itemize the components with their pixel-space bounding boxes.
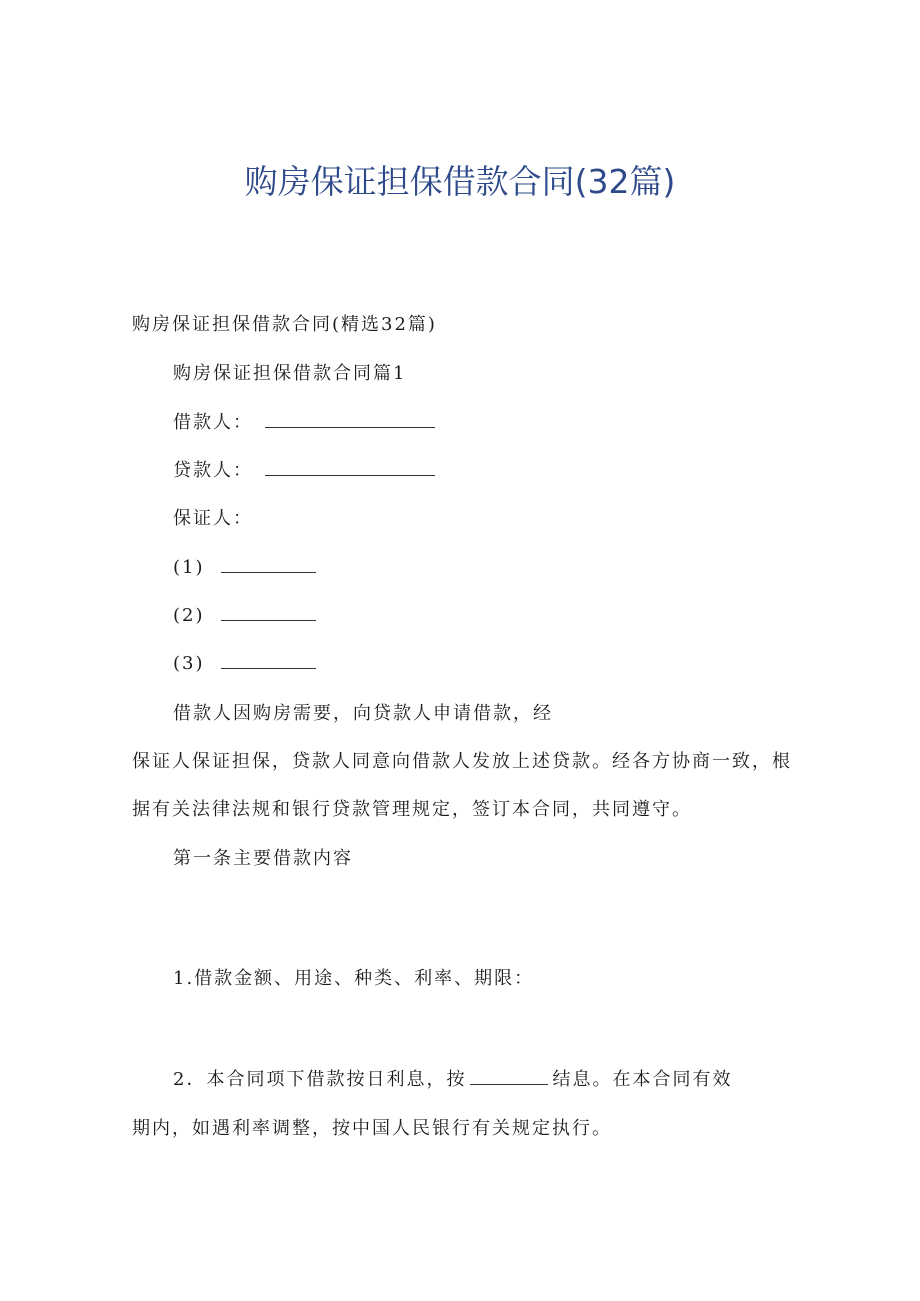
lender-blank [265,457,435,476]
paragraph1-line2: 保证人保证担保，贷款人同意向借款人发放上述贷款。经各方协商一致，根 [132,751,792,772]
paragraph1-line3: 据有关法律法规和银行贷款管理规定，签订本合同，共同遵守。 [132,799,692,820]
lender-label: 贷款人： [173,460,253,481]
item2-line2: 期内，如遇利率调整，按中国人民银行有关规定执行。 [132,1118,612,1139]
guarantor-blank [221,602,316,621]
guarantor-label: 保证人： [173,508,253,529]
guarantor-number: (1) [173,557,205,578]
borrower-blank [265,409,435,428]
item2-line1 [173,1066,732,1094]
guarantor-number: (2) [173,605,205,626]
paragraph1-line1: 借款人因购房需要，向贷款人申请借款，经 [173,703,553,724]
borrower-row [173,409,435,437]
lender-row [173,457,435,485]
guarantor-row-2 [173,602,316,630]
interest-method-blank [470,1066,548,1085]
document-title: 购房保证担保借款合同(32篇) [244,162,676,201]
guarantor-blank [221,554,316,573]
item2-suffix: 结息。在本合同有效 [552,1069,733,1090]
section-heading: 购房保证担保借款合同篇1 [173,363,407,384]
borrower-label: 借款人： [173,412,253,433]
guarantor-row-3 [173,650,316,678]
item1: 1.借款金额、用途、种类、利率、期限： [173,968,535,989]
article1-heading: 第一条主要借款内容 [173,848,353,869]
guarantor-blank [221,650,316,669]
item2-prefix: 2．本合同项下借款按日利息，按 [173,1069,467,1090]
guarantor-row-1 [173,554,316,582]
guarantor-number: (3) [173,653,205,674]
document-subtitle: 购房保证担保借款合同(精选32篇) [132,314,437,335]
